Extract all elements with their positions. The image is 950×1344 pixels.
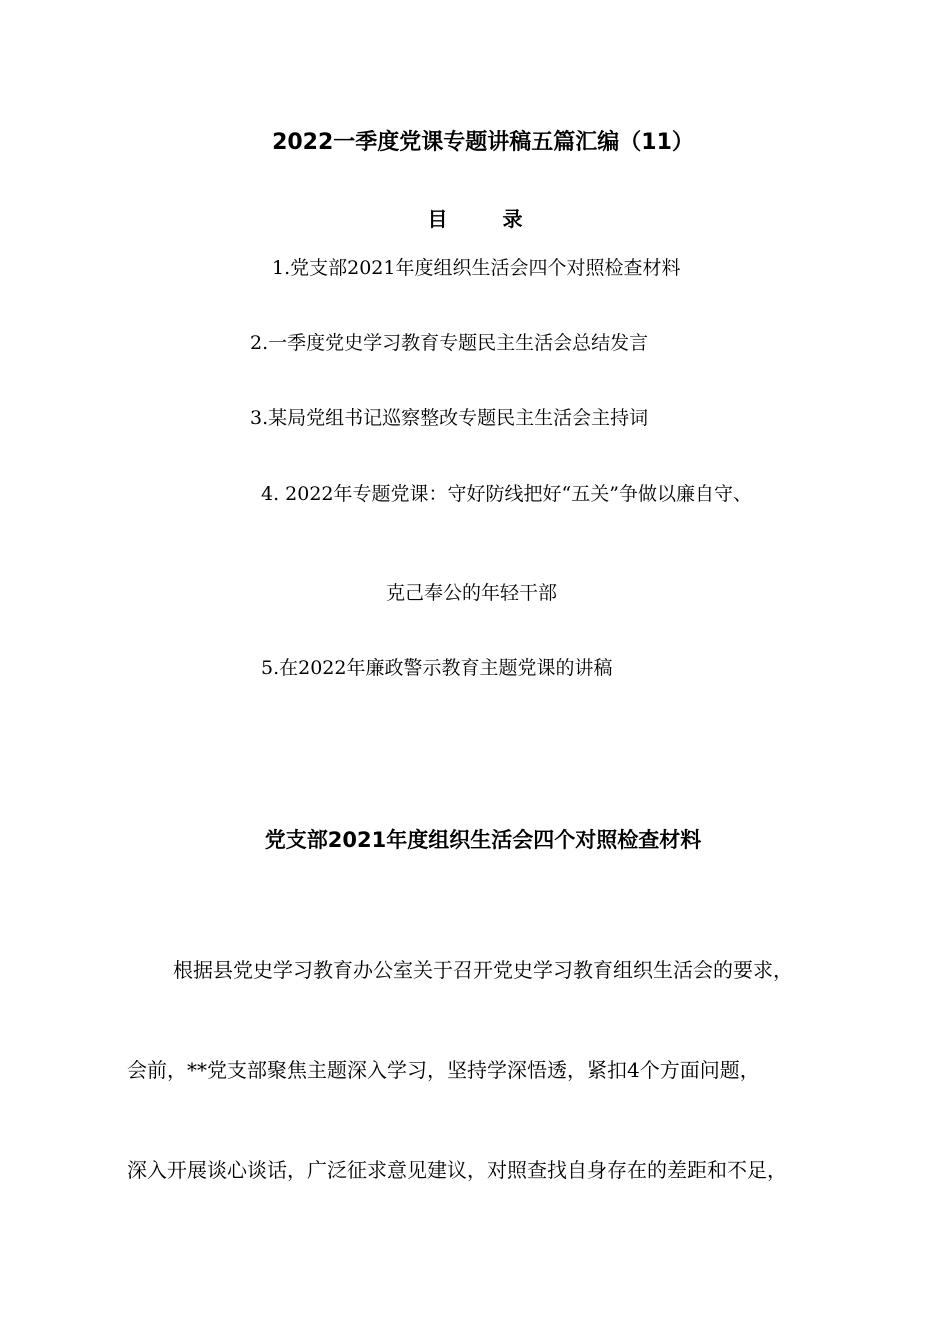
body-paragraph-line-2: 会前，**党支部聚焦主题深入学习，坚持学深悟透，紧扣4个方面问题， <box>127 1058 760 1082</box>
document-title: 2022一季度党课专题讲稿五篇汇编（11） <box>272 130 694 155</box>
toc-item-1: 1.党支部2021年度组织生活会四个对照检查材料 <box>272 257 681 279</box>
toc-item-4-line-1: 4. 2022年专题党课：守好防线把好“五关”争做以廉自守、 <box>261 483 752 505</box>
toc-heading: 目 录 <box>427 207 547 231</box>
toc-item-5: 5.在2022年廉政警示教育主题党课的讲稿 <box>261 657 613 679</box>
section-title: 党支部2021年度组织生活会四个对照检查材料 <box>264 828 702 852</box>
toc-item-4-line-2: 克己奉公的年轻干部 <box>386 582 558 604</box>
toc-item-3: 3.某局党组书记巡察整改专题民主生活会主持词 <box>250 407 649 429</box>
toc-item-2: 2.一季度党史学习教育专题民主生活会总结发言 <box>250 332 649 354</box>
body-paragraph-line-1: 根据县党史学习教育办公室关于召开党史学习教育组织生活会的要求， <box>173 958 793 982</box>
body-paragraph-line-3: 深入开展谈心谈话，广泛征求意见建议，对照查找自身存在的差距和不足， <box>127 1158 787 1182</box>
